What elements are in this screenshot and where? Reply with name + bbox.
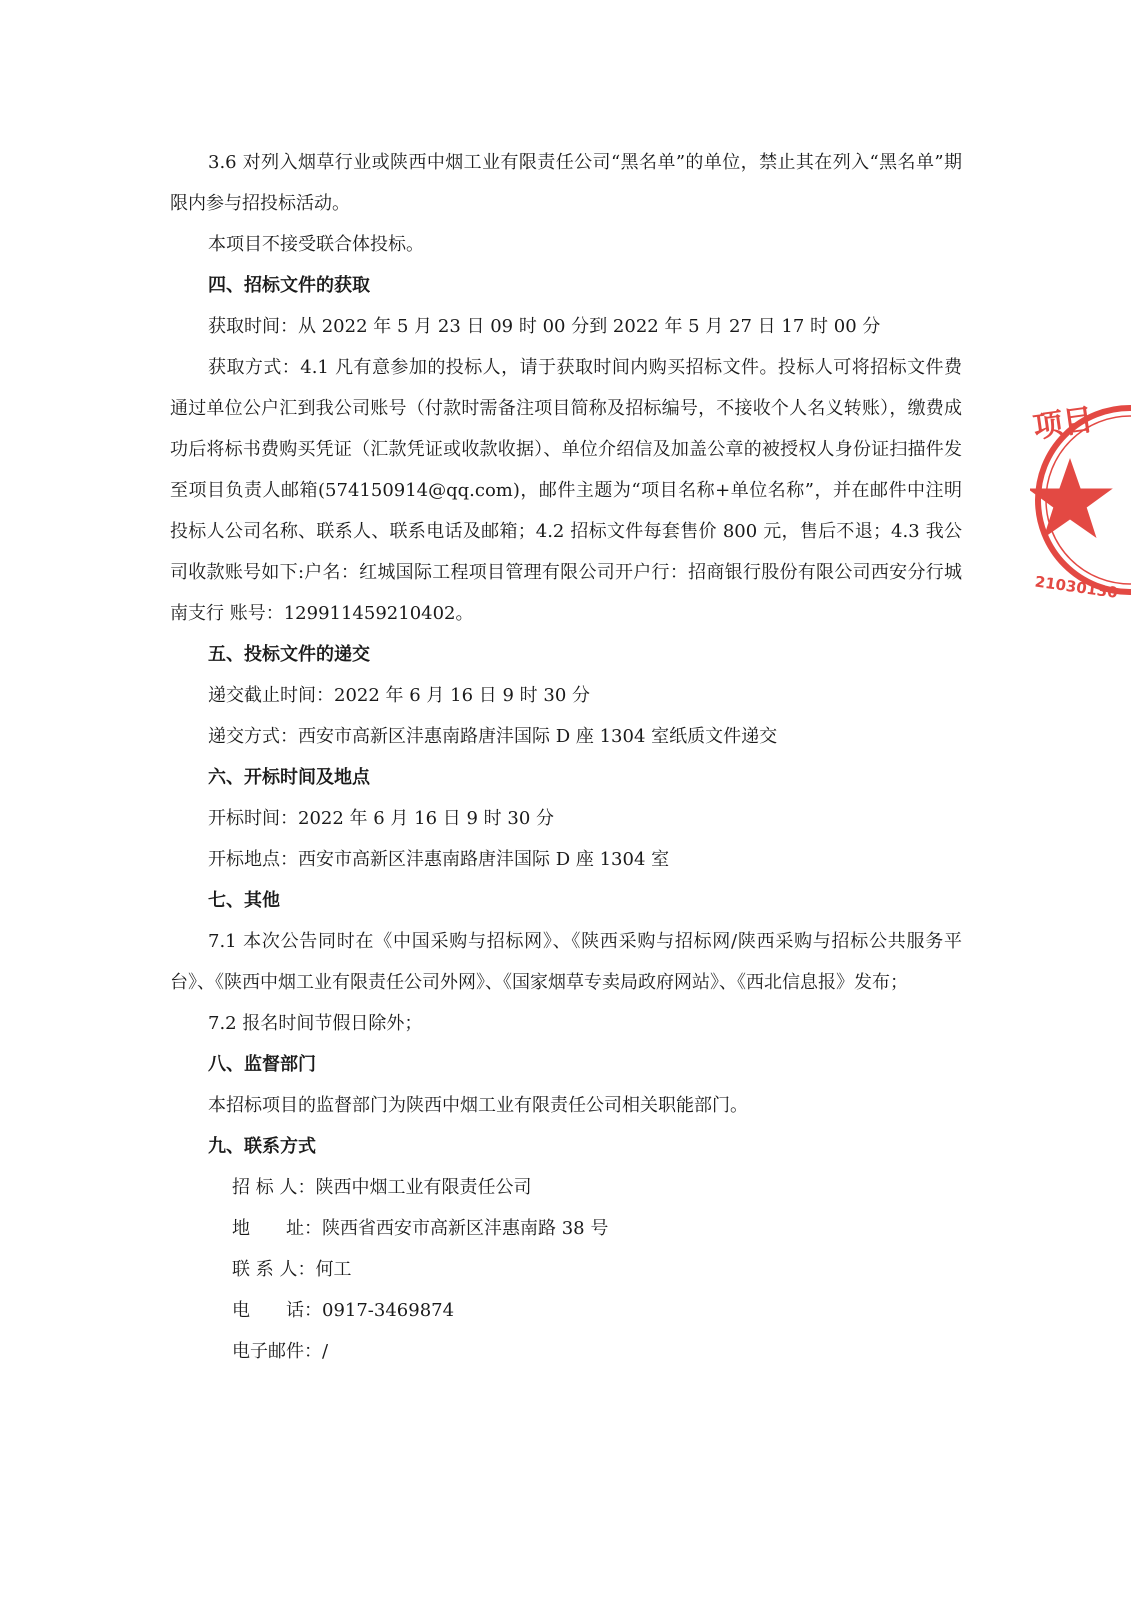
paragraph-3-6: 3.6 对列入烟草行业或陕西中烟工业有限责任公司“黑名单”的单位，禁止其在列入“黑名单”期限内参与招投标活动。 — [170, 152, 962, 214]
section-heading-4: 四、招标文件的获取 — [208, 275, 370, 296]
submission-deadline: 递交截止时间：2022 年 6 月 16 日 9 时 30 分 — [208, 685, 591, 706]
contact-phone: 电 话：0917-3469874 — [232, 1300, 455, 1321]
opening-place: 开标地点：西安市高新区沣惠南路唐沣国际 D 座 1304 室 — [208, 849, 670, 870]
acquisition-method: 获取方式：4.1 凡有意参加的投标人，请于获取时间内购买招标文件。投标人可将招标文件费通过单位公户汇到我公司账号（付款时需备注项目简称及招标编号，不接收个人名义转账），缴费成功后将标书费购买凭证（汇款凭证或收款收据）、单位介绍信及加盖公章的被授权人身份证扫描件发至项目负责人邮箱(574150914@qq.com)，邮件主题为“项目名称+单位名称”，并在邮件中注明投标人公司名称、联系人、联系电话及邮箱；4.2 招标文件每套售价 800 元，售后不退；4.3 我公司收款账号如下:户名：红城国际工程项目管理有限公司开户行：招商银行股份有限公司西安分行城南支行 账号：129911459210402。 — [170, 357, 962, 624]
other-item-7-1: 7.1 本次公告同时在《中国采购与招标网》、《陕西采购与招标网/陕西采购与招标公共服务平台》、《陕西中烟工业有限责任公司外网》、《国家烟草专卖局政府网站》、《西北信息报》发布； — [170, 931, 962, 993]
seal-top-text: 项目 — [1031, 402, 1096, 446]
section-heading-5: 五、投标文件的递交 — [208, 644, 370, 665]
contact-tenderer: 招 标 人：陕西中烟工业有限责任公司 — [232, 1177, 532, 1198]
other-item-7-2: 7.2 报名时间节假日除外； — [208, 1013, 423, 1034]
section-heading-6: 六、开标时间及地点 — [208, 767, 370, 788]
paragraph-no-consortium: 本项目不接受联合体投标。 — [208, 234, 424, 255]
company-seal-stamp — [1030, 390, 1131, 610]
contact-email: 电子邮件：/ — [232, 1341, 329, 1362]
section-heading-8: 八、监督部门 — [208, 1054, 316, 1075]
section-heading-9: 九、联系方式 — [208, 1136, 316, 1157]
acquisition-time: 获取时间：从 2022 年 5 月 23 日 09 时 00 分到 2022 年 5 月 27 日 17 时 00 分 — [208, 316, 881, 337]
section-heading-7: 七、其他 — [208, 890, 280, 911]
contact-person: 联 系 人：何工 — [232, 1259, 352, 1280]
opening-time: 开标时间：2022 年 6 月 16 日 9 时 30 分 — [208, 808, 555, 829]
contact-address: 地 址：陕西省西安市高新区沣惠南路 38 号 — [232, 1218, 609, 1239]
submission-method: 递交方式：西安市高新区沣惠南路唐沣国际 D 座 1304 室纸质文件递交 — [208, 726, 778, 747]
seal-bottom-text: 21030130 — [1033, 572, 1119, 602]
supervision-text: 本招标项目的监督部门为陕西中烟工业有限责任公司相关职能部门。 — [208, 1095, 748, 1116]
document-page — [170, 142, 962, 1372]
